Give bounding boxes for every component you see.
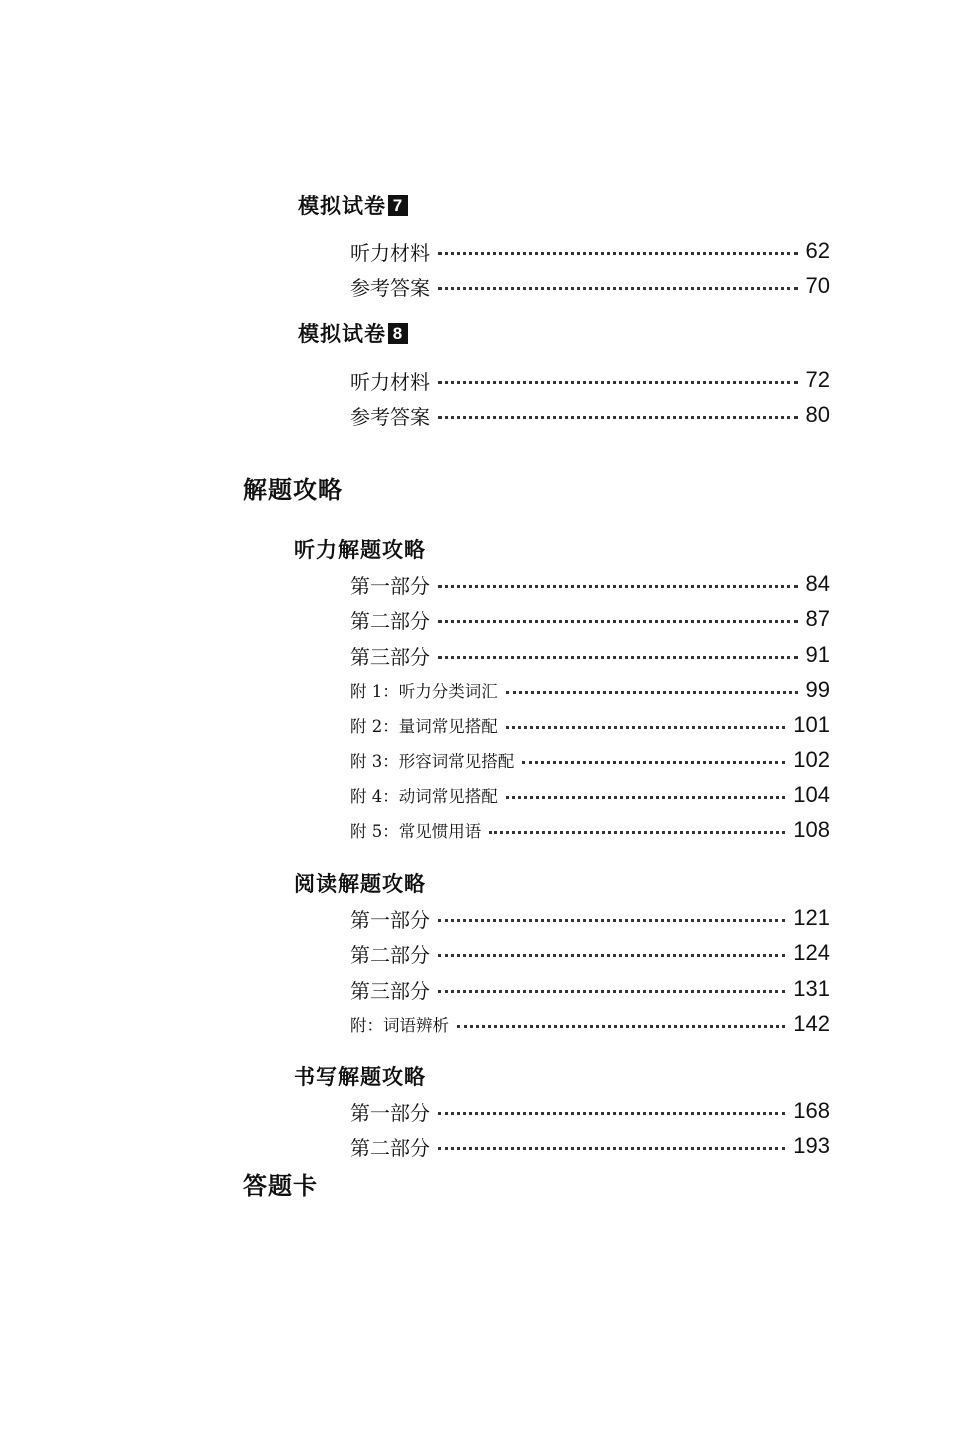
toc-entry-label: 听力材料 [350,240,430,265]
toc-entry-page: 124 [793,940,830,965]
leader-dots [506,691,798,694]
toc-entry-page: 108 [793,817,830,842]
leader-dots [438,620,798,623]
leader-dots [438,656,798,659]
leader-dots [438,381,798,384]
toc-entry[interactable] [350,1096,830,1126]
toc-entry-label: 附 4：动词常见搭配 [350,787,498,806]
exam-title: 模拟试卷 [298,194,386,218]
leader-dots [438,287,798,290]
toc-entry[interactable] [350,815,830,845]
toc-entry-label: 听力材料 [350,369,430,394]
toc-entry-label: 第二部分 [350,942,430,967]
toc-entry[interactable] [350,400,830,430]
toc-entry-page: 121 [793,905,830,930]
leader-dots [506,726,786,729]
leader-dots [438,1147,785,1150]
leader-dots [506,796,786,799]
toc-entry[interactable] [350,938,830,968]
toc-entry[interactable] [350,271,830,301]
toc-entry-page: 99 [805,677,830,702]
toc-entry-page: 102 [793,747,830,772]
leader-dots [438,990,785,993]
toc-entry[interactable] [350,675,830,705]
answer-sheet-heading: 答题卡 [243,1172,318,1200]
toc-entry-label: 第一部分 [350,573,430,598]
toc-entry-page: 70 [805,273,830,298]
leader-dots [489,831,785,834]
toc-entry-label: 第一部分 [350,1100,430,1125]
toc-entry[interactable] [350,710,830,740]
toc-entry[interactable] [350,745,830,775]
toc-entry-page: 72 [805,367,830,392]
leader-dots [438,1112,785,1115]
toc-entry[interactable] [350,1009,830,1039]
toc-entry-label: 第二部分 [350,1135,430,1160]
toc-entry-label: 参考答案 [350,275,430,300]
exam-number-badge: 7 [388,195,408,216]
reading-heading: 阅读解题攻略 [294,872,426,896]
toc-entry[interactable] [350,903,830,933]
listening-heading: 听力解题攻略 [294,538,426,562]
toc-entry-page: 62 [805,238,830,263]
exam-number-badge: 8 [388,323,408,344]
toc-entry-label: 第一部分 [350,907,430,932]
toc-entry[interactable] [350,569,830,599]
toc-entry-page: 84 [805,571,830,596]
toc-entry-page: 131 [793,976,830,1001]
strategies-heading: 解题攻略 [243,476,343,504]
toc-entry-page: 91 [805,642,830,667]
toc-entry-label: 第三部分 [350,644,430,669]
toc-entry-page: 80 [805,402,830,427]
leader-dots [457,1025,785,1028]
toc-entry-page: 101 [793,712,830,737]
toc-entry-label: 参考答案 [350,404,430,429]
leader-dots [438,252,798,255]
toc-entry-page: 193 [793,1133,830,1158]
toc-entry-page: 142 [793,1011,830,1036]
toc-entry[interactable] [350,236,830,266]
toc-entry-label: 第三部分 [350,978,430,1003]
leader-dots [522,761,785,764]
toc-entry[interactable] [350,1131,830,1161]
toc-entry-page: 87 [805,606,830,631]
toc-entry-page: 104 [793,782,830,807]
exam-8-heading [298,318,408,348]
toc-entry-label: 附 1：听力分类词汇 [350,682,498,701]
toc-entry-page: 168 [793,1098,830,1123]
exam-7-heading [298,190,408,220]
toc-entry-label: 附 5：常见惯用语 [350,822,482,841]
exam-title: 模拟试卷 [298,322,386,346]
toc-entry[interactable] [350,365,830,395]
leader-dots [438,585,798,588]
toc-entry[interactable] [350,604,830,634]
toc-entry-label: 附 2：量词常见搭配 [350,717,498,736]
writing-heading: 书写解题攻略 [294,1065,426,1089]
toc-entry[interactable] [350,640,830,670]
toc-entry-label: 附：词语辨析 [350,1016,449,1035]
toc-entry-label: 附 3：形容词常见搭配 [350,752,515,771]
toc-entry[interactable] [350,974,830,1004]
leader-dots [438,954,785,957]
toc-entry-label: 第二部分 [350,608,430,633]
toc-entry[interactable] [350,780,830,810]
leader-dots [438,416,798,419]
leader-dots [438,919,785,922]
